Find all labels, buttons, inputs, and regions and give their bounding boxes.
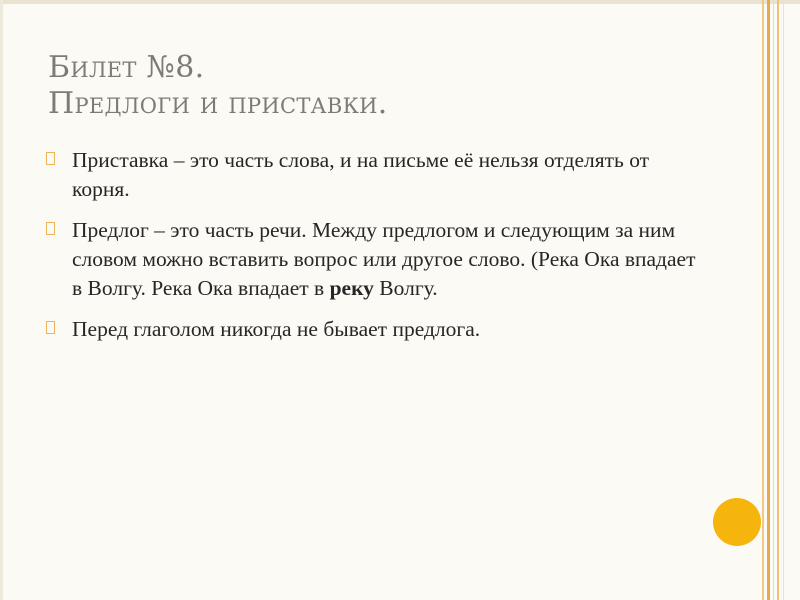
- bullet-text-part: Волгу.: [373, 276, 438, 300]
- bullet-item-prefix: [46, 146, 706, 204]
- title-line-2: Предлоги и приставки.: [48, 86, 388, 121]
- decorative-stripe: [777, 0, 779, 600]
- bullet-marker-icon: [46, 222, 55, 235]
- bullet-marker-icon: [46, 152, 55, 165]
- slide-title: [48, 50, 738, 122]
- decorative-stripe: [773, 0, 774, 600]
- slide-left-border: [0, 0, 3, 600]
- decorative-stripe: [783, 0, 784, 600]
- decorative-stripe: [767, 0, 770, 600]
- bullet-text: Приставка – это часть слова, и на письме её нельзя отделять от корня.: [72, 148, 650, 201]
- decorative-stripe: [762, 0, 764, 600]
- decorative-circle: [713, 498, 761, 546]
- slide-top-border: [0, 0, 800, 4]
- bullet-text: Перед глаголом никогда не бывает предлога.: [72, 317, 481, 341]
- bullet-item-preposition: [46, 216, 706, 303]
- bullet-marker-icon: [46, 321, 55, 334]
- bullet-item-verb: [46, 315, 706, 344]
- title-line-1: Билет №8.: [48, 50, 205, 85]
- bullet-text-part: Предлог – это часть речи. Между предлогом и следующим за ним словом можно вставить вопрос или другое слово. (Река Ока впадает в Волгу. Река Ока впадает в: [72, 218, 696, 300]
- bullet-bold-word: реку: [329, 276, 374, 300]
- bullet-list: [46, 146, 706, 356]
